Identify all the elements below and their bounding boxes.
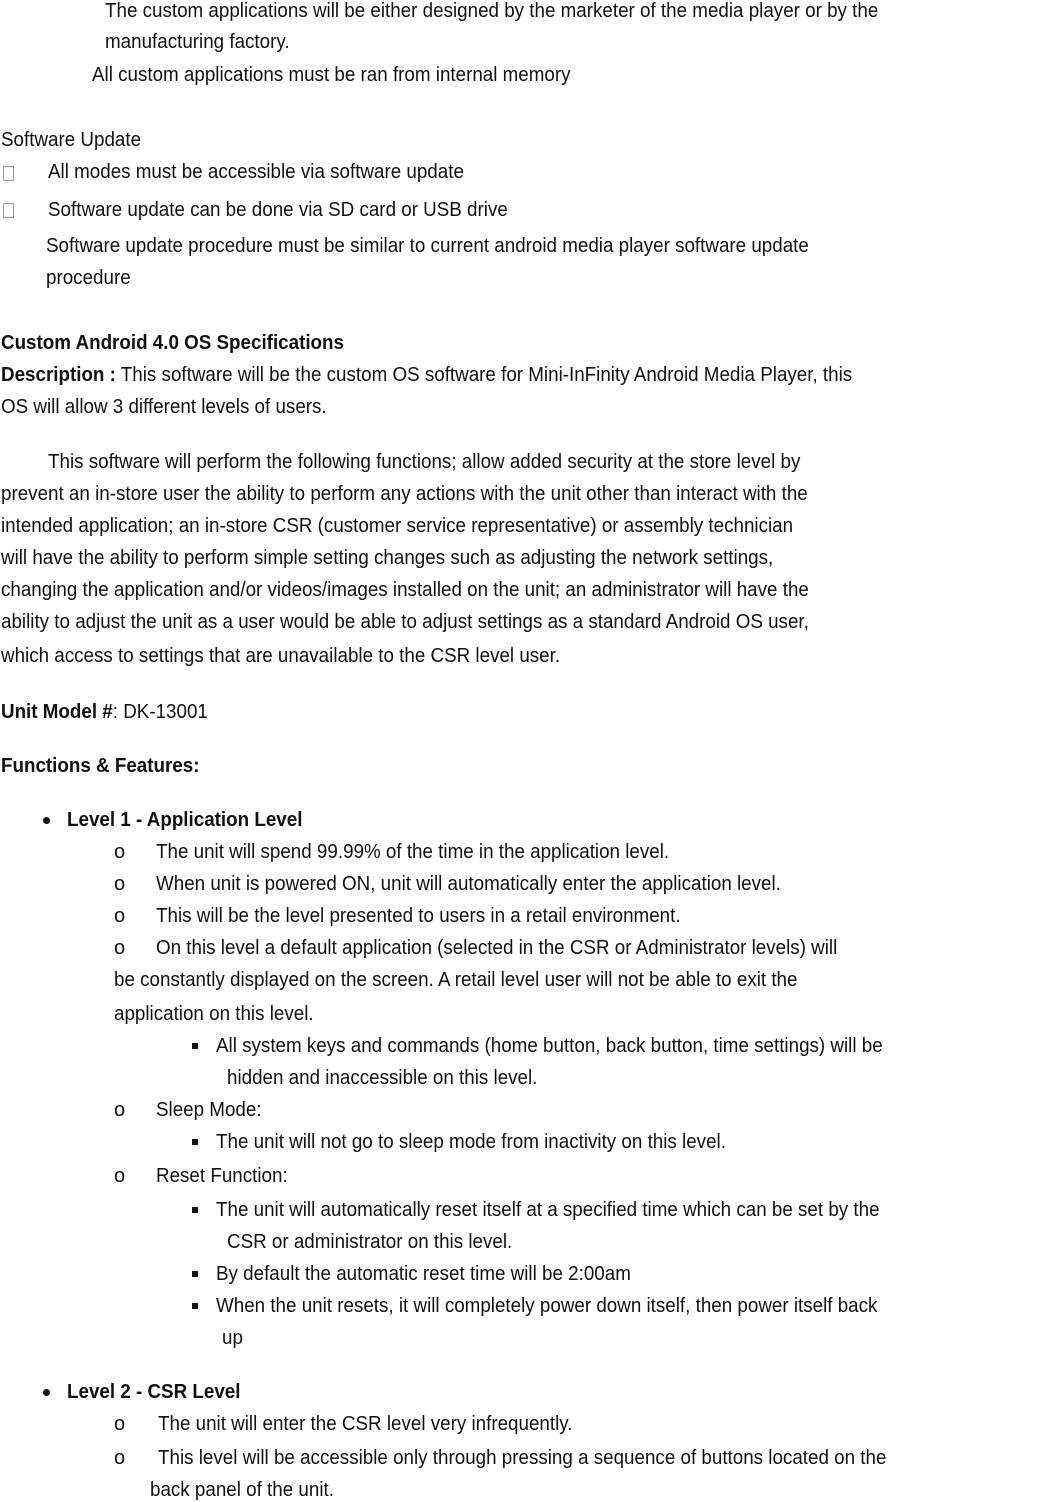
body-paragraph-line: ability to adjust the unit as a user would be able to adjust settings as a standard Android OS user, <box>1 611 809 633</box>
bullet-dot-icon <box>43 817 50 824</box>
level1-item: On this level a default application (selected in the CSR or Administrator levels) will <box>156 937 838 959</box>
bullet-dot-icon <box>43 1389 50 1396</box>
software-update-heading: Software Update <box>1 129 142 151</box>
level1-item-cont: be constantly displayed on the screen. A retail level user will not be able to exit the <box>114 969 798 991</box>
body-paragraph-line: intended application; an in-store CSR (customer service representative) or assembly technician <box>1 515 794 537</box>
square-bullet-icon <box>192 1043 198 1049</box>
sub-bullet-o-icon: o <box>114 1447 126 1469</box>
level2-item: This level will be accessible only through pressing a sequence of buttons located on the <box>158 1447 887 1469</box>
system-keys-text: All system keys and commands (home button, back button, time settings) will be <box>216 1035 883 1057</box>
spec-title: Custom Android 4.0 OS Specifications <box>1 332 344 354</box>
level1-item: The unit will spend 99.99% of the time in the application level. <box>156 841 670 863</box>
square-bullet-icon <box>192 1271 198 1277</box>
square-bullet-icon <box>192 1139 198 1145</box>
custom-apps-text-cont: manufacturing factory. <box>105 31 290 53</box>
square-bullet-icon <box>192 1303 198 1309</box>
software-update-item: All modes must be accessible via software update <box>48 161 464 183</box>
level2-item-cont: back panel of the unit. <box>150 1479 334 1501</box>
software-update-procedure: Software update procedure must be similar to current android media player software update <box>46 235 809 257</box>
sub-bullet-o-icon: o <box>114 1099 126 1121</box>
reset-item-cont: up <box>222 1327 243 1349</box>
description-text-cont: OS will allow 3 different levels of users. <box>1 396 327 418</box>
reset-item: When the unit resets, it will completely power down itself, then power itself back <box>216 1295 878 1317</box>
software-update-item: Software update can be done via SD card or USB drive <box>48 199 508 221</box>
custom-apps-text: The custom applications will be either designed by the marketer of the media player or by the <box>105 0 879 22</box>
internal-memory-text: All custom applications must be ran from internal memory <box>92 64 571 86</box>
level2-item: The unit will enter the CSR level very infrequently. <box>158 1413 573 1435</box>
level1-item: When unit is powered ON, unit will automatically enter the application level. <box>156 873 781 895</box>
body-paragraph-line: This software will perform the following functions; allow added security at the store level by <box>48 451 801 473</box>
level1-title: Level 1 - Application Level <box>67 809 303 831</box>
sub-bullet-o-icon: o <box>114 937 126 959</box>
description-text: This software will be the custom OS software for Mini-InFinity Android Media Player, this <box>115 364 853 386</box>
unit-model-line <box>1 700 208 724</box>
missing-glyph-bullet-icon <box>3 166 14 181</box>
sub-bullet-o-icon: o <box>114 905 126 927</box>
unit-model-value: : DK-13001 <box>112 701 208 723</box>
square-bullet-icon <box>192 1207 198 1213</box>
level1-item-cont: application on this level. <box>114 1003 314 1025</box>
description-line <box>1 363 852 387</box>
body-paragraph-line: prevent an in-store user the ability to perform any actions with the unit other than interact with the <box>1 483 808 505</box>
body-paragraph-line: changing the application and/or videos/images installed on the unit; an administrator will have the <box>1 579 809 601</box>
reset-item: The unit will automatically reset itself at a specified time which can be set by the <box>216 1199 880 1221</box>
sub-bullet-o-icon: o <box>114 1165 126 1187</box>
body-paragraph-line: will have the ability to perform simple setting changes such as adjusting the network settings, <box>1 547 774 569</box>
sub-bullet-o-icon: o <box>114 873 126 895</box>
missing-glyph-bullet-icon <box>3 203 14 218</box>
level2-title: Level 2 - CSR Level <box>67 1381 241 1403</box>
reset-item: By default the automatic reset time will be 2:00am <box>216 1263 631 1285</box>
sleep-mode-label: Sleep Mode: <box>156 1099 262 1121</box>
sub-bullet-o-icon: o <box>114 841 126 863</box>
body-paragraph-line: which access to settings that are unavailable to the CSR level user. <box>1 645 561 667</box>
system-keys-text-cont: hidden and inaccessible on this level. <box>227 1067 538 1089</box>
unit-model-label: Unit Model # <box>1 701 113 723</box>
software-update-procedure-cont: procedure <box>46 267 131 289</box>
description-label: Description : <box>1 364 116 386</box>
reset-item-cont: CSR or administrator on this level. <box>227 1231 513 1253</box>
functions-heading: Functions & Features: <box>1 755 200 777</box>
reset-function-label: Reset Function: <box>156 1165 288 1187</box>
sub-bullet-o-icon: o <box>114 1413 126 1435</box>
sleep-mode-item: The unit will not go to sleep mode from inactivity on this level. <box>216 1131 726 1153</box>
level1-item: This will be the level presented to users in a retail environment. <box>156 905 681 927</box>
